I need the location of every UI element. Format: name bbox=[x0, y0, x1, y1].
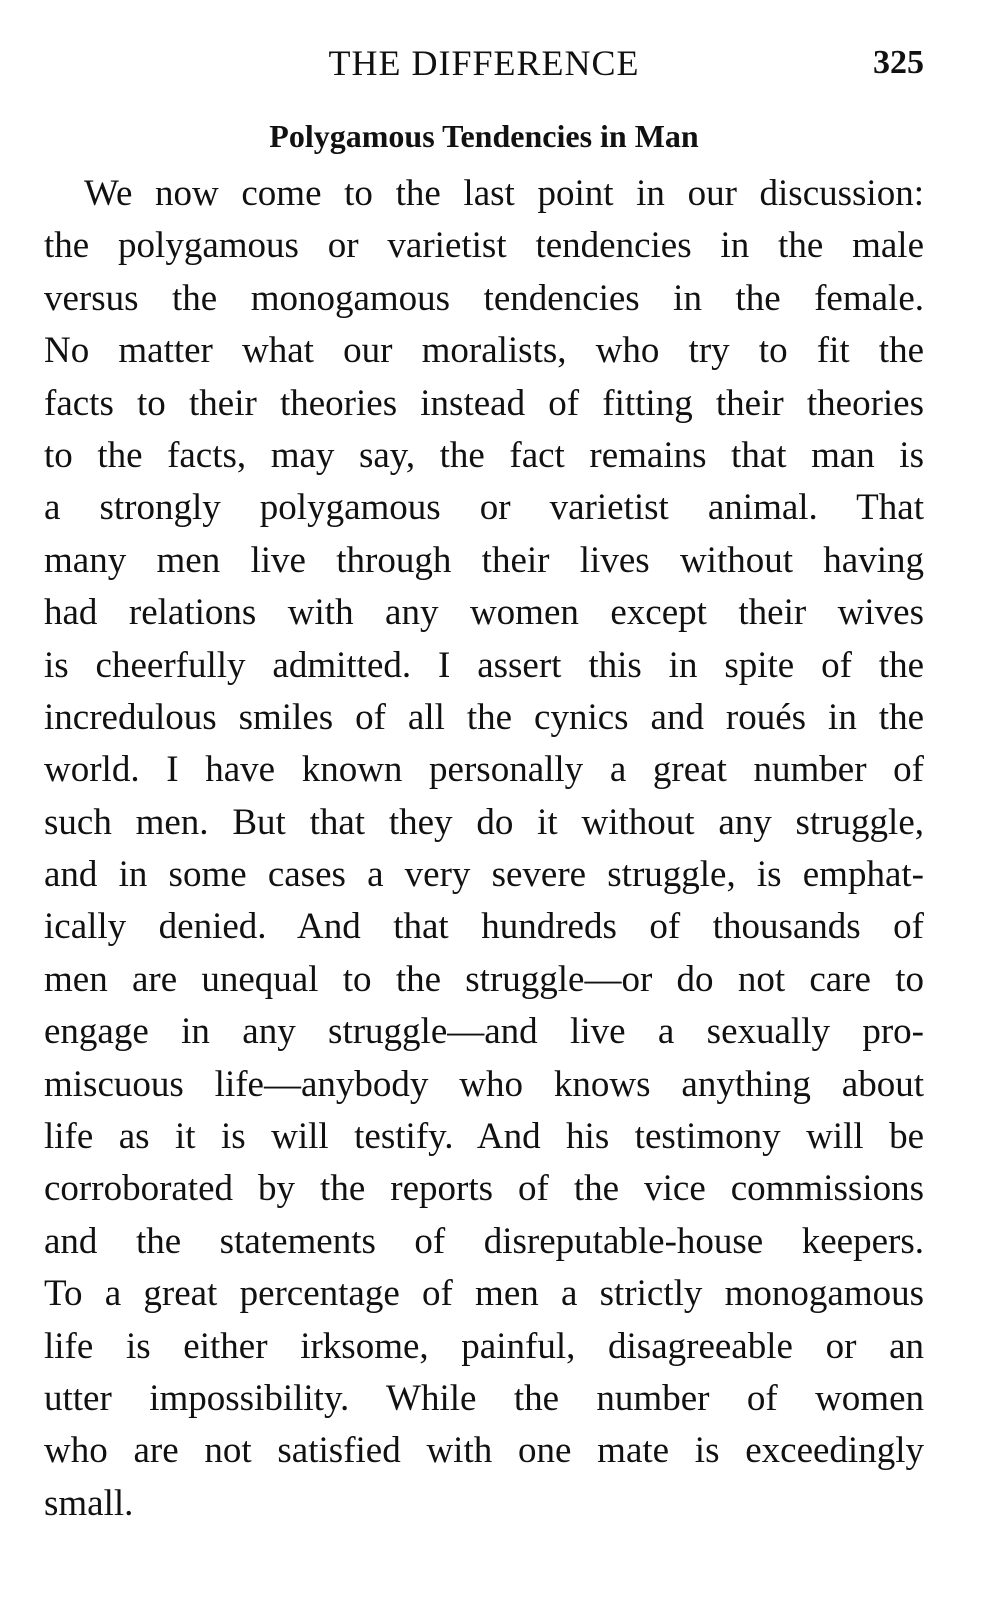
section-heading: Polygamous Tendencies in Man bbox=[269, 118, 699, 154]
text-line: men are unequal to the struggle—or do not care to bbox=[44, 958, 924, 1000]
text-line: versus the monogamous tendencies in the female. bbox=[44, 277, 924, 319]
running-title: THE DIFFERENCE bbox=[328, 43, 640, 83]
text-line: and in some cases a very severe struggle, is emphat- bbox=[44, 854, 924, 896]
text-line: a strongly polygamous or varietist animal. That bbox=[44, 487, 924, 529]
text-line: corroborated by the reports of the vice commissions bbox=[44, 1168, 924, 1210]
text-line: life is either irksome, painful, disagreeable or an bbox=[44, 1325, 924, 1367]
running-head bbox=[44, 38, 924, 88]
text-line: to the facts, may say, the fact remains that man is bbox=[44, 434, 924, 476]
text-line: ically denied. And that hundreds of thousands of bbox=[44, 906, 924, 948]
text-line: incredulous smiles of all the cynics and roués in the bbox=[44, 696, 924, 738]
text-line: who are not satisfied with one mate is exceedingly bbox=[44, 1430, 924, 1472]
text-line: To a great percentage of men a strictly monogamous bbox=[44, 1273, 924, 1315]
text-line: We now come to the last point in our discussion: bbox=[84, 173, 924, 214]
text-line: such men. But that they do it without any struggle, bbox=[44, 801, 924, 843]
text-line: miscuous life—anybody who knows anything about bbox=[44, 1063, 924, 1105]
page-number: 325 bbox=[873, 44, 924, 81]
text-line: engage in any struggle—and live a sexually pro- bbox=[44, 1011, 924, 1053]
text-line: small. bbox=[44, 1482, 134, 1524]
text-line: had relations with any women except their wives bbox=[44, 592, 924, 634]
text-line: and the statements of disreputable-house keepers. bbox=[44, 1220, 924, 1262]
text-line: No matter what our moralists, who try to fit the bbox=[44, 330, 924, 372]
text-line: utter impossibility. While the number of women bbox=[44, 1377, 924, 1419]
text-line: the polygamous or varietist tendencies in the male bbox=[44, 225, 924, 267]
text-line: many men live through their lives without having bbox=[44, 539, 924, 581]
body-paragraph bbox=[44, 168, 924, 1530]
text-line: is cheerfully admitted. I assert this in spite of the bbox=[44, 644, 924, 686]
text-line: life as it is will testify. And his testimony will be bbox=[44, 1116, 924, 1158]
text-line: facts to their theories instead of fitting their theories bbox=[44, 382, 924, 424]
text-line: world. I have known personally a great number of bbox=[44, 749, 924, 791]
